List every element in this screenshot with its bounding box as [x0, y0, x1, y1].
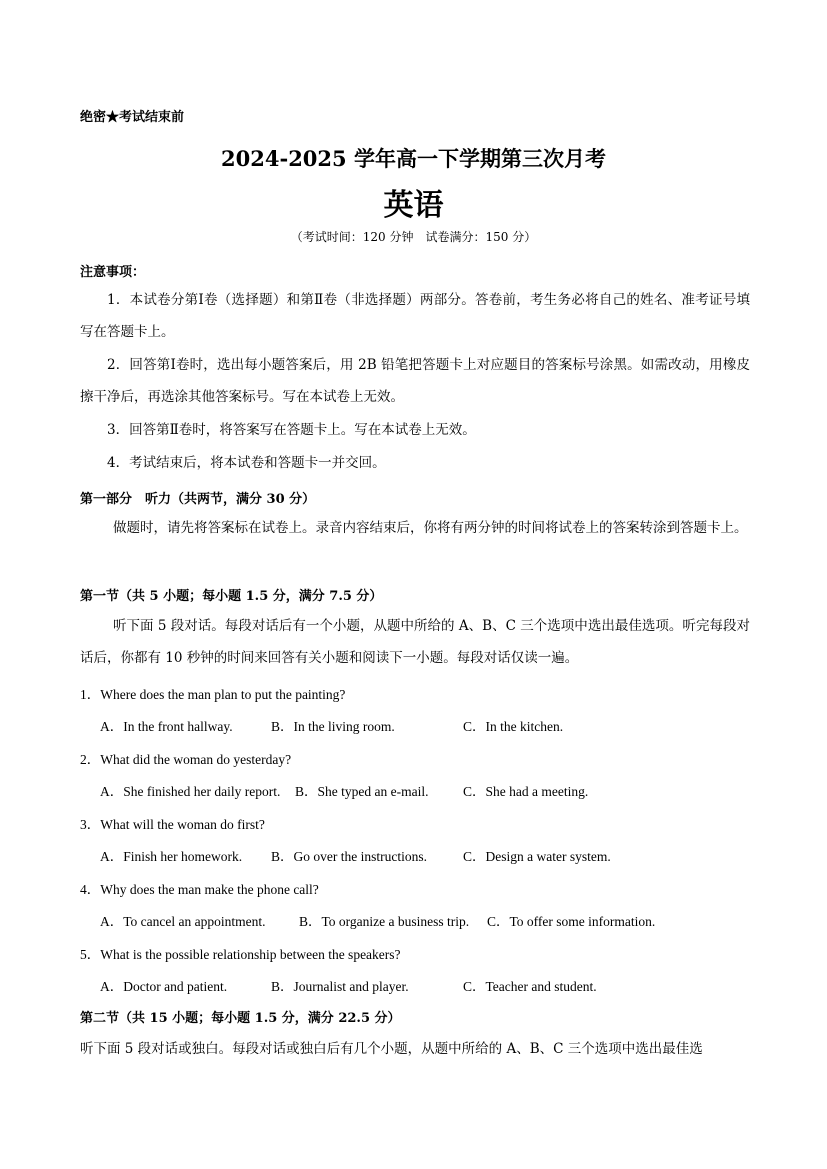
question-4-option-a: A．To cancel an appointment.: [100, 914, 266, 929]
notes-heading: 注意事项：: [80, 265, 146, 280]
note-item-2: 2．回答第Ⅰ卷时，选出每小题答案后，用 2B 铅笔把答题卡上对应题目的答案标号涂黑。如需改动，用橡皮擦干净后，再选涂其他答案标号。写在本试卷上无效。: [80, 357, 750, 405]
note-item-4: 4．考试结束后，将本试卷和答题卡一并交回。: [107, 455, 386, 471]
question-3-option-b: B．Go over the instructions.: [271, 849, 427, 864]
part1-heading: 第一部分 听力（共两节，满分 30 分）: [80, 492, 316, 507]
question-1-option-a: A．In the front hallway.: [100, 719, 233, 734]
question-2-option-b: B．She typed an e-mail.: [295, 784, 429, 799]
question-2-option-a: A．She finished her daily report.: [100, 784, 281, 799]
note-item-3: 3．回答第Ⅱ卷时，将答案写在答题卡上。写在本试卷上无效。: [107, 422, 476, 438]
exam-title: 2024-2025 学年高一下学期第三次月考: [221, 146, 606, 171]
question-4: 4．Why does the man make the phone call?: [80, 882, 319, 897]
question-2: 2．What did the woman do yesterday?: [80, 752, 292, 767]
section2-heading: 第二节（共 15 小题；每小题 1.5 分，满分 22.5 分）: [80, 1011, 401, 1026]
question-4-option-c: C．To offer some information.: [487, 914, 656, 929]
section1-instruction: 听下面 5 段对话。每段对话后有一个小题，从题中所给的 A、B、C 三个选项中选出最佳选项。听完每段对话后，你都有 10 秒钟的时间来回答有关小题和阅读下一小题。每段对话仅读一遍。: [80, 618, 750, 666]
part1-instruction: 做题时，请先将答案标在试卷上。录音内容结束后，你将有两分钟的时间将试卷上的答案转涂到答题卡上。: [113, 520, 748, 536]
question-1-option-b: B．In the living room.: [271, 719, 395, 734]
question-5-option-c: C．Teacher and student.: [463, 979, 597, 994]
question-5-option-a: A．Doctor and patient.: [100, 979, 228, 994]
exam-timing: （考试时间：120 分钟 试卷满分：150 分）: [290, 230, 537, 244]
question-1: 1．Where does the man plan to put the painting?: [80, 687, 346, 702]
exam-subject: 英语: [383, 188, 444, 223]
question-3-option-c: C．Design a water system.: [463, 849, 611, 864]
question-2-option-c: C．She had a meeting.: [463, 784, 589, 799]
section1-heading: 第一节（共 5 小题；每小题 1.5 分，满分 7.5 分）: [80, 589, 383, 604]
section2-instruction: 听下面 5 段对话或独白。每段对话或独白后有几个小题，从题中所给的 A、B、C 三个选项中选出最佳选: [80, 1041, 703, 1057]
question-4-option-b: B．To organize a business trip.: [299, 914, 470, 929]
question-1-option-c: C．In the kitchen.: [463, 719, 564, 734]
question-3: 3．What will the woman do first?: [80, 817, 265, 832]
confidential-label: 绝密★考试结束前: [80, 110, 185, 125]
question-5: 5．What is the possible relationship between the speakers?: [80, 947, 401, 962]
question-5-option-b: B．Journalist and player.: [271, 979, 409, 994]
question-3-option-a: A．Finish her homework.: [100, 849, 243, 864]
note-item-1: 1．本试卷分第Ⅰ卷（选择题）和第Ⅱ卷（非选择题）两部分。答卷前，考生务必将自己的姓名、准考证号填写在答题卡上。: [80, 292, 750, 340]
